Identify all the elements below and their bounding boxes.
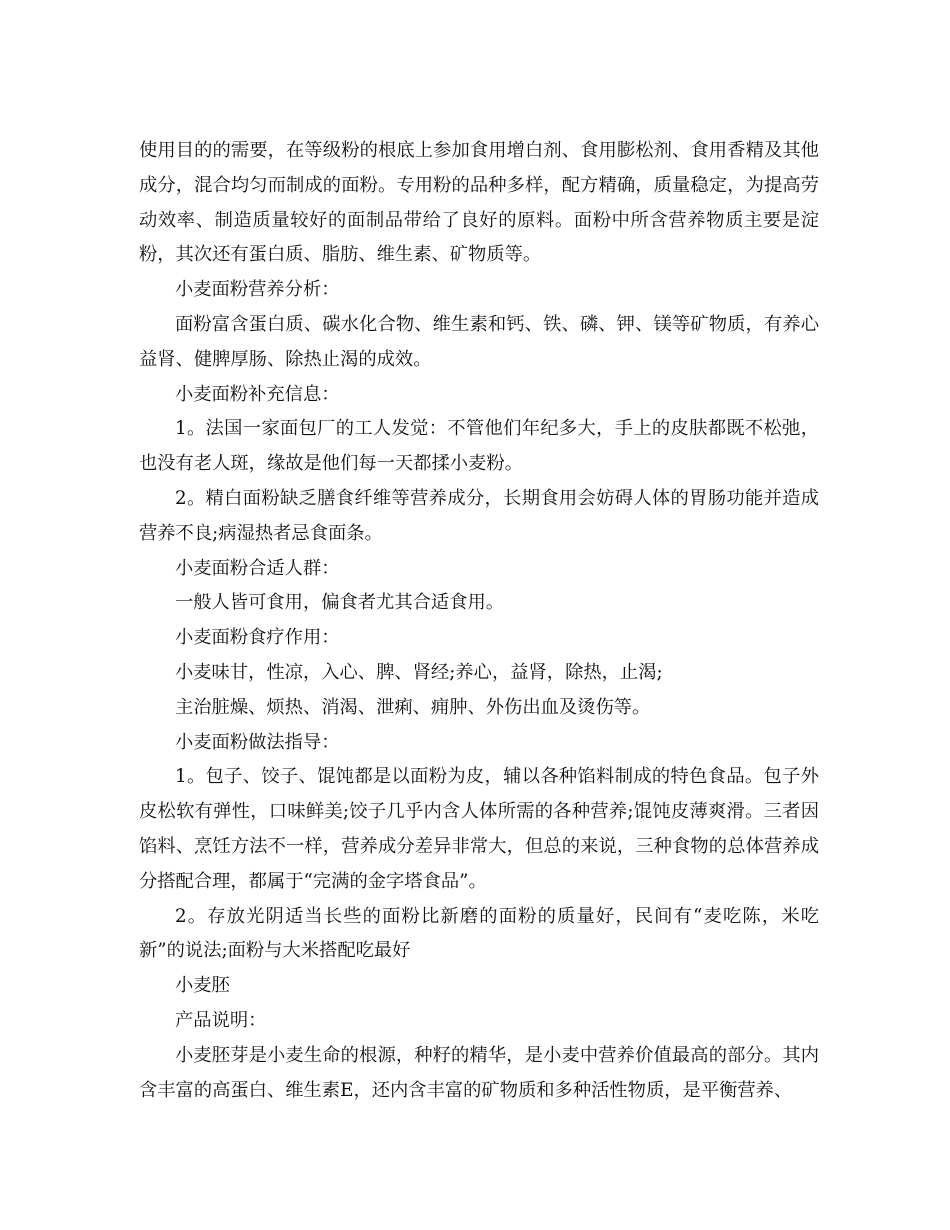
paragraph-10: 小麦味甘，性凉，入心、脾、肾经;养心，益肾，除热，止渴;: [175, 661, 663, 683]
document-page: [139, 134, 819, 1108]
paragraph-2: 小麦面粉营养分析：: [175, 279, 340, 301]
paragraph-6: 2。精白面粉缺乏膳食纤维等营养成分，长期食用会妨碍人体的胃肠功能并造成营养不良;病湿热者忌食面条。: [139, 487, 819, 544]
paragraph-17: 小麦胚芽是小麦生命的根源，种籽的精华，是小麦中营养价值最高的部分。其内含丰富的高蛋白、维生素E，还内含丰富的矿物质和多种活性物质，是平衡营养、: [139, 1044, 819, 1101]
paragraph-13: 1。包子、饺子、馄饨都是以面粉为皮，辅以各种馅料制成的特色食品。包子外皮松软有弹性，口味鲜美;饺子几乎内含人体所需的各种营养;馄饨皮薄爽滑。三者因馅料、烹饪方法不一样，营养成分差异非常大，但总的来说，三种食物的总体营养成分搭配合理，都属于“完满的金字塔食品”。: [139, 766, 819, 892]
paragraph-5: 1。法国一家面包厂的工人发觉：不管他们年纪多大，手上的皮肤都既不松弛，也没有老人斑，缘故是他们每一天都揉小麦粉。: [139, 418, 819, 475]
paragraph-3: 面粉富含蛋白质、碳水化合物、维生素和钙、铁、磷、钾、镁等矿物质，有养心益肾、健脾厚肠、除热止渴的成效。: [139, 313, 819, 370]
paragraph-4: 小麦面粉补充信息：: [175, 383, 340, 405]
paragraph-16: 产品说明：: [175, 1009, 267, 1031]
paragraph-1: 使用目的的需要，在等级粉的根底上参加食用增白剂、食用膨松剂、食用香精及其他成分，混合均匀而制成的面粉。专用粉的品种多样，配方精确，质量稳定，为提高劳动效率、制造质量较好的面制品带给了良好的原料。面粉中所含营养物质主要是淀粉，其次还有蛋白质、脂肪、维生素、矿物质等。: [139, 140, 819, 266]
paragraph-15: 小麦胚: [175, 975, 230, 997]
paragraph-7: 小麦面粉合适人群：: [175, 557, 340, 579]
paragraph-14: 2。存放光阴适当长些的面粉比新磨的面粉的质量好，民间有“麦吃陈，米吃新”的说法;面粉与大米搭配吃最好: [139, 905, 819, 962]
paragraph-11: 主治脏燥、烦热、消渴、泄痢、痈肿、外伤出血及烫伤等。: [175, 696, 651, 718]
paragraph-9: 小麦面粉食疗作用：: [175, 627, 340, 649]
paragraph-12: 小麦面粉做法指导：: [175, 731, 340, 753]
paragraph-8: 一般人皆可食用，偏食者尤其合适食用。: [175, 592, 505, 614]
